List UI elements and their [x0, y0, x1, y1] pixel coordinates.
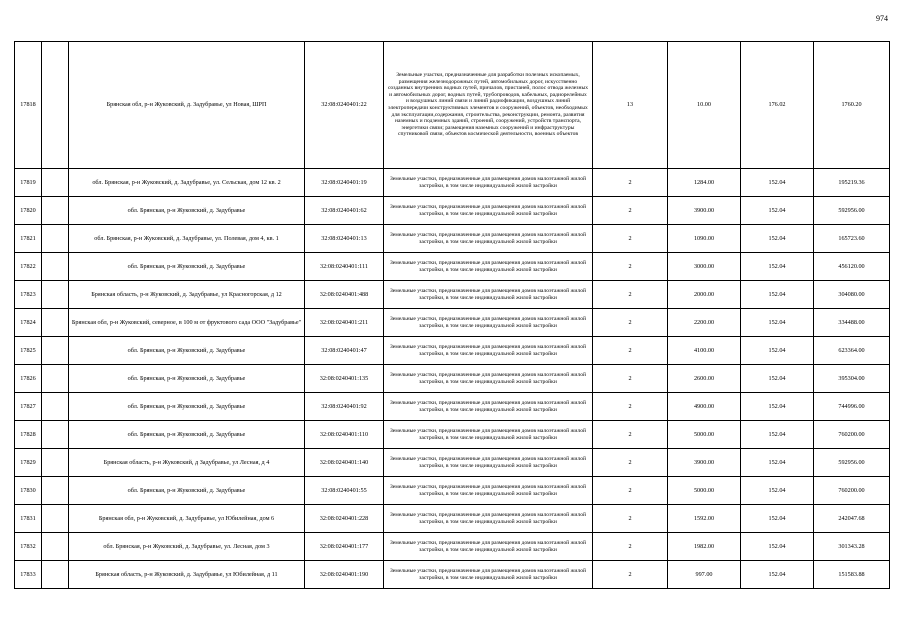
land-use-cell: Земельные участки, предназначенные для размещения домов малоэтажной жилой застройки, в том числе индивидуальной жилой застройки	[384, 393, 593, 421]
rate-cell: 152.04	[741, 225, 814, 253]
cadastral-number-cell: 32:08:0240401:19	[305, 169, 384, 197]
rate-cell: 152.04	[741, 309, 814, 337]
page-number: 974	[876, 14, 888, 23]
address-cell: обл. Брянская, р-н Жуковский, д. Задубравье	[69, 393, 305, 421]
cadastral-number-cell: 32:08:0240401:47	[305, 337, 384, 365]
land-use-cell: Земельные участки, предназначенные для размещения домов малоэтажной жилой застройки, в том числе индивидуальной жилой застройки	[384, 225, 593, 253]
area-cell: 10.00	[668, 42, 741, 169]
blank-cell	[42, 42, 69, 169]
table-row	[15, 421, 890, 449]
rate-cell: 152.04	[741, 197, 814, 225]
rate-cell: 152.04	[741, 533, 814, 561]
cadastral-value-cell: 623364.00	[814, 337, 890, 365]
rate-cell: 152.04	[741, 253, 814, 281]
type-code-cell: 2	[593, 561, 668, 589]
blank-cell	[42, 477, 69, 505]
rate-cell: 152.04	[741, 561, 814, 589]
address-cell: Брянская обл, р-н Жуковский, северное, в 100 м от фруктового сада ООО "Задубравье"	[69, 309, 305, 337]
area-cell: 5000.00	[668, 477, 741, 505]
table-row	[15, 561, 890, 589]
blank-cell	[42, 393, 69, 421]
address-cell: обл. Брянская, р-н Жуковский, д. Задубравье	[69, 421, 305, 449]
cadastral-value-cell: 1760.20	[814, 42, 890, 169]
cadastral-number-cell: 32:08:0240401:110	[305, 421, 384, 449]
blank-cell	[42, 169, 69, 197]
type-code-cell: 2	[593, 197, 668, 225]
type-code-cell: 2	[593, 421, 668, 449]
type-code-cell: 2	[593, 253, 668, 281]
cadastral-number-cell: 32:08:0240401:13	[305, 225, 384, 253]
land-use-cell: Земельные участки, предназначенные для размещения домов малоэтажной жилой застройки, в том числе индивидуальной жилой застройки	[384, 365, 593, 393]
cadastral-number-cell: 32:08:0240401:488	[305, 281, 384, 309]
blank-cell	[42, 505, 69, 533]
cadastral-number-cell: 32:08:0240401:177	[305, 533, 384, 561]
blank-cell	[42, 421, 69, 449]
type-code-cell: 2	[593, 225, 668, 253]
row-id-cell: 17826	[15, 365, 42, 393]
area-cell: 3900.00	[668, 197, 741, 225]
address-cell: обл. Брянская, р-н Жуковский, д. Задубравье	[69, 337, 305, 365]
cadastral-value-cell: 301343.28	[814, 533, 890, 561]
table-row	[15, 533, 890, 561]
land-registry-table	[14, 41, 890, 589]
table-row	[15, 253, 890, 281]
table-row	[15, 337, 890, 365]
land-use-cell: Земельные участки, предназначенные для разработки полезных ископаемых, размещения железнодорожных путей, автомобильных дорог, искусственно созданных внутренних водных путей, причалов, пристаней, полос отвода железных и автомобильных дорог, водных путей, трубопроводов, кабельных, радиорелейных и воздушных линий связи и линий радиофикации, воздушных линий электропередачи конструктивных элементов и сооружений, объектов, необходимых для эксплуатации,содержания, строительства, реконструкции, ремонта, развития наземных и подземных зданий, строений, сооружений, устройств транспорта, энергетики связи; размещения наземных сооружений и инфраструктуры спутниковой связи, объектов космической деятельности, военных объектов	[384, 42, 593, 169]
area-cell: 2600.00	[668, 365, 741, 393]
land-use-cell: Земельные участки, предназначенные для размещения домов малоэтажной жилой застройки, в том числе индивидуальной жилой застройки	[384, 561, 593, 589]
cadastral-value-cell: 456120.00	[814, 253, 890, 281]
table-row	[15, 477, 890, 505]
blank-cell	[42, 281, 69, 309]
row-id-cell: 17831	[15, 505, 42, 533]
land-use-cell: Земельные участки, предназначенные для размещения домов малоэтажной жилой застройки, в том числе индивидуальной жилой застройки	[384, 309, 593, 337]
type-code-cell: 2	[593, 533, 668, 561]
address-cell: обл. Брянская, р-н Жуковский, д. Задубравье	[69, 477, 305, 505]
land-use-cell: Земельные участки, предназначенные для размещения домов малоэтажной жилой застройки, в том числе индивидуальной жилой застройки	[384, 253, 593, 281]
table-row	[15, 505, 890, 533]
type-code-cell: 13	[593, 42, 668, 169]
type-code-cell: 2	[593, 337, 668, 365]
cadastral-number-cell: 32:08:0240401:211	[305, 309, 384, 337]
address-cell: обл. Брянская, р-н Жуковский, д. Задубравье	[69, 197, 305, 225]
row-id-cell: 17824	[15, 309, 42, 337]
blank-cell	[42, 449, 69, 477]
cadastral-value-cell: 760200.00	[814, 477, 890, 505]
area-cell: 1090.00	[668, 225, 741, 253]
row-id-cell: 17829	[15, 449, 42, 477]
table-body	[15, 42, 890, 589]
area-cell: 1592.00	[668, 505, 741, 533]
area-cell: 4900.00	[668, 393, 741, 421]
area-cell: 2000.00	[668, 281, 741, 309]
area-cell: 3900.00	[668, 449, 741, 477]
rate-cell: 152.04	[741, 421, 814, 449]
address-cell: Брянская обл, р-н Жуковский, д. Задубравье, ул Юбилейная, дом 6	[69, 505, 305, 533]
row-id-cell: 17823	[15, 281, 42, 309]
cadastral-value-cell: 304080.00	[814, 281, 890, 309]
table-row	[15, 281, 890, 309]
type-code-cell: 2	[593, 477, 668, 505]
address-cell: обл. Брянская, р-н Жуковский, д. Задубравье, ул. Лесная, дом 3	[69, 533, 305, 561]
type-code-cell: 2	[593, 393, 668, 421]
address-cell: Брянская область, р-н Жуковский, д. Задубравье, ул Красногорская, д 12	[69, 281, 305, 309]
land-use-cell: Земельные участки, предназначенные для размещения домов малоэтажной жилой застройки, в том числе индивидуальной жилой застройки	[384, 449, 593, 477]
row-id-cell: 17830	[15, 477, 42, 505]
cadastral-value-cell: 242047.68	[814, 505, 890, 533]
address-cell: Брянская область, р-н Жуковский, д Задубравье, ул Лесная, д 4	[69, 449, 305, 477]
blank-cell	[42, 533, 69, 561]
cadastral-number-cell: 32:08:0240401:55	[305, 477, 384, 505]
table-row	[15, 42, 890, 169]
rate-cell: 152.04	[741, 505, 814, 533]
row-id-cell: 17833	[15, 561, 42, 589]
rate-cell: 152.04	[741, 169, 814, 197]
type-code-cell: 2	[593, 281, 668, 309]
table-row	[15, 169, 890, 197]
rate-cell: 152.04	[741, 365, 814, 393]
cadastral-number-cell: 32:08:0240401:228	[305, 505, 384, 533]
rate-cell: 152.04	[741, 281, 814, 309]
type-code-cell: 2	[593, 309, 668, 337]
row-id-cell: 17820	[15, 197, 42, 225]
cadastral-number-cell: 32:08:0240401:62	[305, 197, 384, 225]
cadastral-value-cell: 195219.36	[814, 169, 890, 197]
rate-cell: 152.04	[741, 477, 814, 505]
cadastral-number-cell: 32:08:0240401:92	[305, 393, 384, 421]
land-use-cell: Земельные участки, предназначенные для размещения домов малоэтажной жилой застройки, в том числе индивидуальной жилой застройки	[384, 337, 593, 365]
rate-cell: 176.02	[741, 42, 814, 169]
area-cell: 5000.00	[668, 421, 741, 449]
blank-cell	[42, 225, 69, 253]
row-id-cell: 17832	[15, 533, 42, 561]
cadastral-value-cell: 592956.00	[814, 449, 890, 477]
address-cell: Брянская обл, р-н Жуковский, д. Задубравье, ул Новая, ШРП	[69, 42, 305, 169]
blank-cell	[42, 197, 69, 225]
row-id-cell: 17828	[15, 421, 42, 449]
cadastral-value-cell: 760200.00	[814, 421, 890, 449]
cadastral-number-cell: 32:08:0240401:190	[305, 561, 384, 589]
rate-cell: 152.04	[741, 337, 814, 365]
cadastral-value-cell: 165723.60	[814, 225, 890, 253]
table-row	[15, 449, 890, 477]
row-id-cell: 17821	[15, 225, 42, 253]
address-cell: Брянская область, р-н Жуковский, д. Задубравье, ул Юбилейная, д 11	[69, 561, 305, 589]
land-use-cell: Земельные участки, предназначенные для размещения домов малоэтажной жилой застройки, в том числе индивидуальной жилой застройки	[384, 533, 593, 561]
type-code-cell: 2	[593, 449, 668, 477]
blank-cell	[42, 309, 69, 337]
row-id-cell: 17819	[15, 169, 42, 197]
blank-cell	[42, 365, 69, 393]
cadastral-number-cell: 32:08:0240401:135	[305, 365, 384, 393]
area-cell: 1284.00	[668, 169, 741, 197]
address-cell: обл. Брянская, р-н Жуковский, д. Задубравье	[69, 253, 305, 281]
land-use-cell: Земельные участки, предназначенные для размещения домов малоэтажной жилой застройки, в том числе индивидуальной жилой застройки	[384, 505, 593, 533]
table-row	[15, 393, 890, 421]
type-code-cell: 2	[593, 169, 668, 197]
land-use-cell: Земельные участки, предназначенные для размещения домов малоэтажной жилой застройки, в том числе индивидуальной жилой застройки	[384, 281, 593, 309]
cadastral-number-cell: 32:08:0240401:22	[305, 42, 384, 169]
row-id-cell: 17825	[15, 337, 42, 365]
row-id-cell: 17827	[15, 393, 42, 421]
land-use-cell: Земельные участки, предназначенные для размещения домов малоэтажной жилой застройки, в том числе индивидуальной жилой застройки	[384, 421, 593, 449]
blank-cell	[42, 337, 69, 365]
table-row	[15, 197, 890, 225]
land-use-cell: Земельные участки, предназначенные для размещения домов малоэтажной жилой застройки, в том числе индивидуальной жилой застройки	[384, 197, 593, 225]
cadastral-value-cell: 334488.00	[814, 309, 890, 337]
blank-cell	[42, 561, 69, 589]
blank-cell	[42, 253, 69, 281]
cadastral-value-cell: 744996.00	[814, 393, 890, 421]
rate-cell: 152.04	[741, 393, 814, 421]
table-row	[15, 309, 890, 337]
row-id-cell: 17818	[15, 42, 42, 169]
cadastral-value-cell: 395304.00	[814, 365, 890, 393]
address-cell: обл. Брянская, р-н Жуковский, д. Задубравье, ул. Полевая, дом 4, кв. 1	[69, 225, 305, 253]
type-code-cell: 2	[593, 365, 668, 393]
address-cell: обл. Брянская, р-н Жуковский, д. Задубравье	[69, 365, 305, 393]
area-cell: 2200.00	[668, 309, 741, 337]
table-row	[15, 365, 890, 393]
cadastral-value-cell: 592956.00	[814, 197, 890, 225]
cadastral-number-cell: 32:08:0240401:111	[305, 253, 384, 281]
area-cell: 4100.00	[668, 337, 741, 365]
area-cell: 997.00	[668, 561, 741, 589]
land-use-cell: Земельные участки, предназначенные для размещения домов малоэтажной жилой застройки, в том числе индивидуальной жилой застройки	[384, 477, 593, 505]
table-row	[15, 225, 890, 253]
cadastral-value-cell: 151583.88	[814, 561, 890, 589]
land-use-cell: Земельные участки, предназначенные для размещения домов малоэтажной жилой застройки, в том числе индивидуальной жилой застройки	[384, 169, 593, 197]
area-cell: 3000.00	[668, 253, 741, 281]
rate-cell: 152.04	[741, 449, 814, 477]
row-id-cell: 17822	[15, 253, 42, 281]
area-cell: 1982.00	[668, 533, 741, 561]
type-code-cell: 2	[593, 505, 668, 533]
address-cell: обл. Брянская, р-н Жуковский, д. Задубравье, ул. Сельская, дом 12 кв. 2	[69, 169, 305, 197]
cadastral-number-cell: 32:08:0240401:140	[305, 449, 384, 477]
